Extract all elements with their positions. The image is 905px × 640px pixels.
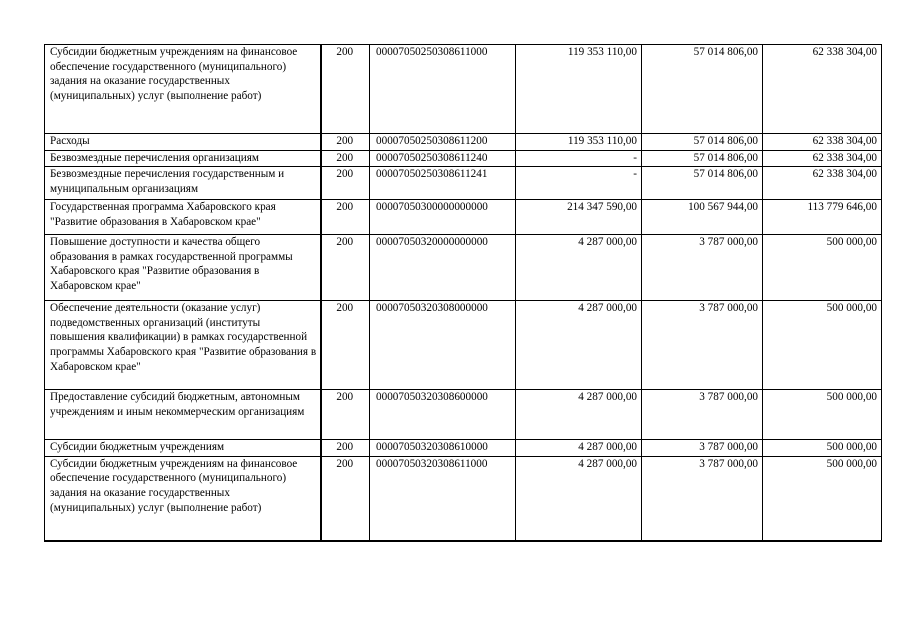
row-approved-amount: - <box>516 150 642 167</box>
row-executed-amount: 100 567 944,00 <box>642 200 763 235</box>
row-name: Повышение доступности и качества общего образования в рамках государственной программы Хабаровского края "Развитие образования в Хабаровском крае" <box>45 235 321 301</box>
row-name: Государственная программа Хабаровского края "Развитие образования в Хабаровском крае" <box>45 200 321 235</box>
row-approved-amount: 4 287 000,00 <box>516 440 642 457</box>
row-classification-code: 00007050320308600000 <box>370 390 516 440</box>
row-line-code: 200 <box>321 134 370 151</box>
table-row <box>45 235 882 301</box>
row-approved-amount: 4 287 000,00 <box>516 456 642 541</box>
table-row <box>45 150 882 167</box>
row-approved-amount: 119 353 110,00 <box>516 45 642 134</box>
row-name: Безвозмездные перечисления организациям <box>45 150 321 167</box>
row-line-code: 200 <box>321 301 370 390</box>
row-remaining-amount: 62 338 304,00 <box>763 45 882 134</box>
row-executed-amount: 3 787 000,00 <box>642 301 763 390</box>
row-remaining-amount: 113 779 646,00 <box>763 200 882 235</box>
table-row <box>45 440 882 457</box>
table-row <box>45 134 882 151</box>
row-executed-amount: 57 014 806,00 <box>642 167 763 200</box>
row-line-code: 200 <box>321 456 370 541</box>
row-name: Субсидии бюджетным учреждениям на финансовое обеспечение государственного (муниципального) задания на оказание государственных (муниципальных) услуг (выполнение работ) <box>45 45 321 134</box>
table-row <box>45 456 882 541</box>
row-remaining-amount: 500 000,00 <box>763 235 882 301</box>
row-executed-amount: 57 014 806,00 <box>642 134 763 151</box>
row-executed-amount: 57 014 806,00 <box>642 45 763 134</box>
row-remaining-amount: 62 338 304,00 <box>763 167 882 200</box>
row-executed-amount: 3 787 000,00 <box>642 390 763 440</box>
row-line-code: 200 <box>321 390 370 440</box>
row-classification-code: 00007050320308610000 <box>370 440 516 457</box>
row-approved-amount: 4 287 000,00 <box>516 301 642 390</box>
row-approved-amount: 4 287 000,00 <box>516 390 642 440</box>
budget-execution-table <box>44 44 882 542</box>
row-approved-amount: 119 353 110,00 <box>516 134 642 151</box>
row-name: Обеспечение деятельности (оказание услуг) подведомственных организаций (институты повышения квалификации) в рамках государственной программы Хабаровского края "Развитие образования в Хабаровском крае" <box>45 301 321 390</box>
row-executed-amount: 3 787 000,00 <box>642 456 763 541</box>
row-remaining-amount: 62 338 304,00 <box>763 134 882 151</box>
row-classification-code: 00007050250308611000 <box>370 45 516 134</box>
row-approved-amount: 4 287 000,00 <box>516 235 642 301</box>
row-remaining-amount: 62 338 304,00 <box>763 150 882 167</box>
row-remaining-amount: 500 000,00 <box>763 301 882 390</box>
row-classification-code: 00007050320000000000 <box>370 235 516 301</box>
row-remaining-amount: 500 000,00 <box>763 456 882 541</box>
row-classification-code: 00007050250308611241 <box>370 167 516 200</box>
row-name: Расходы <box>45 134 321 151</box>
row-classification-code: 00007050320308611000 <box>370 456 516 541</box>
row-executed-amount: 3 787 000,00 <box>642 440 763 457</box>
table-row <box>45 390 882 440</box>
row-line-code: 200 <box>321 235 370 301</box>
row-executed-amount: 57 014 806,00 <box>642 150 763 167</box>
row-executed-amount: 3 787 000,00 <box>642 235 763 301</box>
row-line-code: 200 <box>321 167 370 200</box>
row-classification-code: 00007050320308000000 <box>370 301 516 390</box>
row-name: Субсидии бюджетным учреждениям <box>45 440 321 457</box>
table-row <box>45 200 882 235</box>
row-name: Предоставление субсидий бюджетным, автономным учреждениям и иным некоммерческим организациям <box>45 390 321 440</box>
row-name: Безвозмездные перечисления государственным и муниципальным организациям <box>45 167 321 200</box>
row-remaining-amount: 500 000,00 <box>763 390 882 440</box>
row-remaining-amount: 500 000,00 <box>763 440 882 457</box>
row-classification-code: 00007050300000000000 <box>370 200 516 235</box>
row-line-code: 200 <box>321 150 370 167</box>
row-line-code: 200 <box>321 440 370 457</box>
row-approved-amount: - <box>516 167 642 200</box>
row-classification-code: 00007050250308611200 <box>370 134 516 151</box>
row-line-code: 200 <box>321 200 370 235</box>
row-line-code: 200 <box>321 45 370 134</box>
row-classification-code: 00007050250308611240 <box>370 150 516 167</box>
row-approved-amount: 214 347 590,00 <box>516 200 642 235</box>
row-name: Субсидии бюджетным учреждениям на финансовое обеспечение государственного (муниципального) задания на оказание государственных (муниципальных) услуг (выполнение работ) <box>45 456 321 541</box>
table-row <box>45 301 882 390</box>
table-row <box>45 45 882 134</box>
table-row <box>45 167 882 200</box>
